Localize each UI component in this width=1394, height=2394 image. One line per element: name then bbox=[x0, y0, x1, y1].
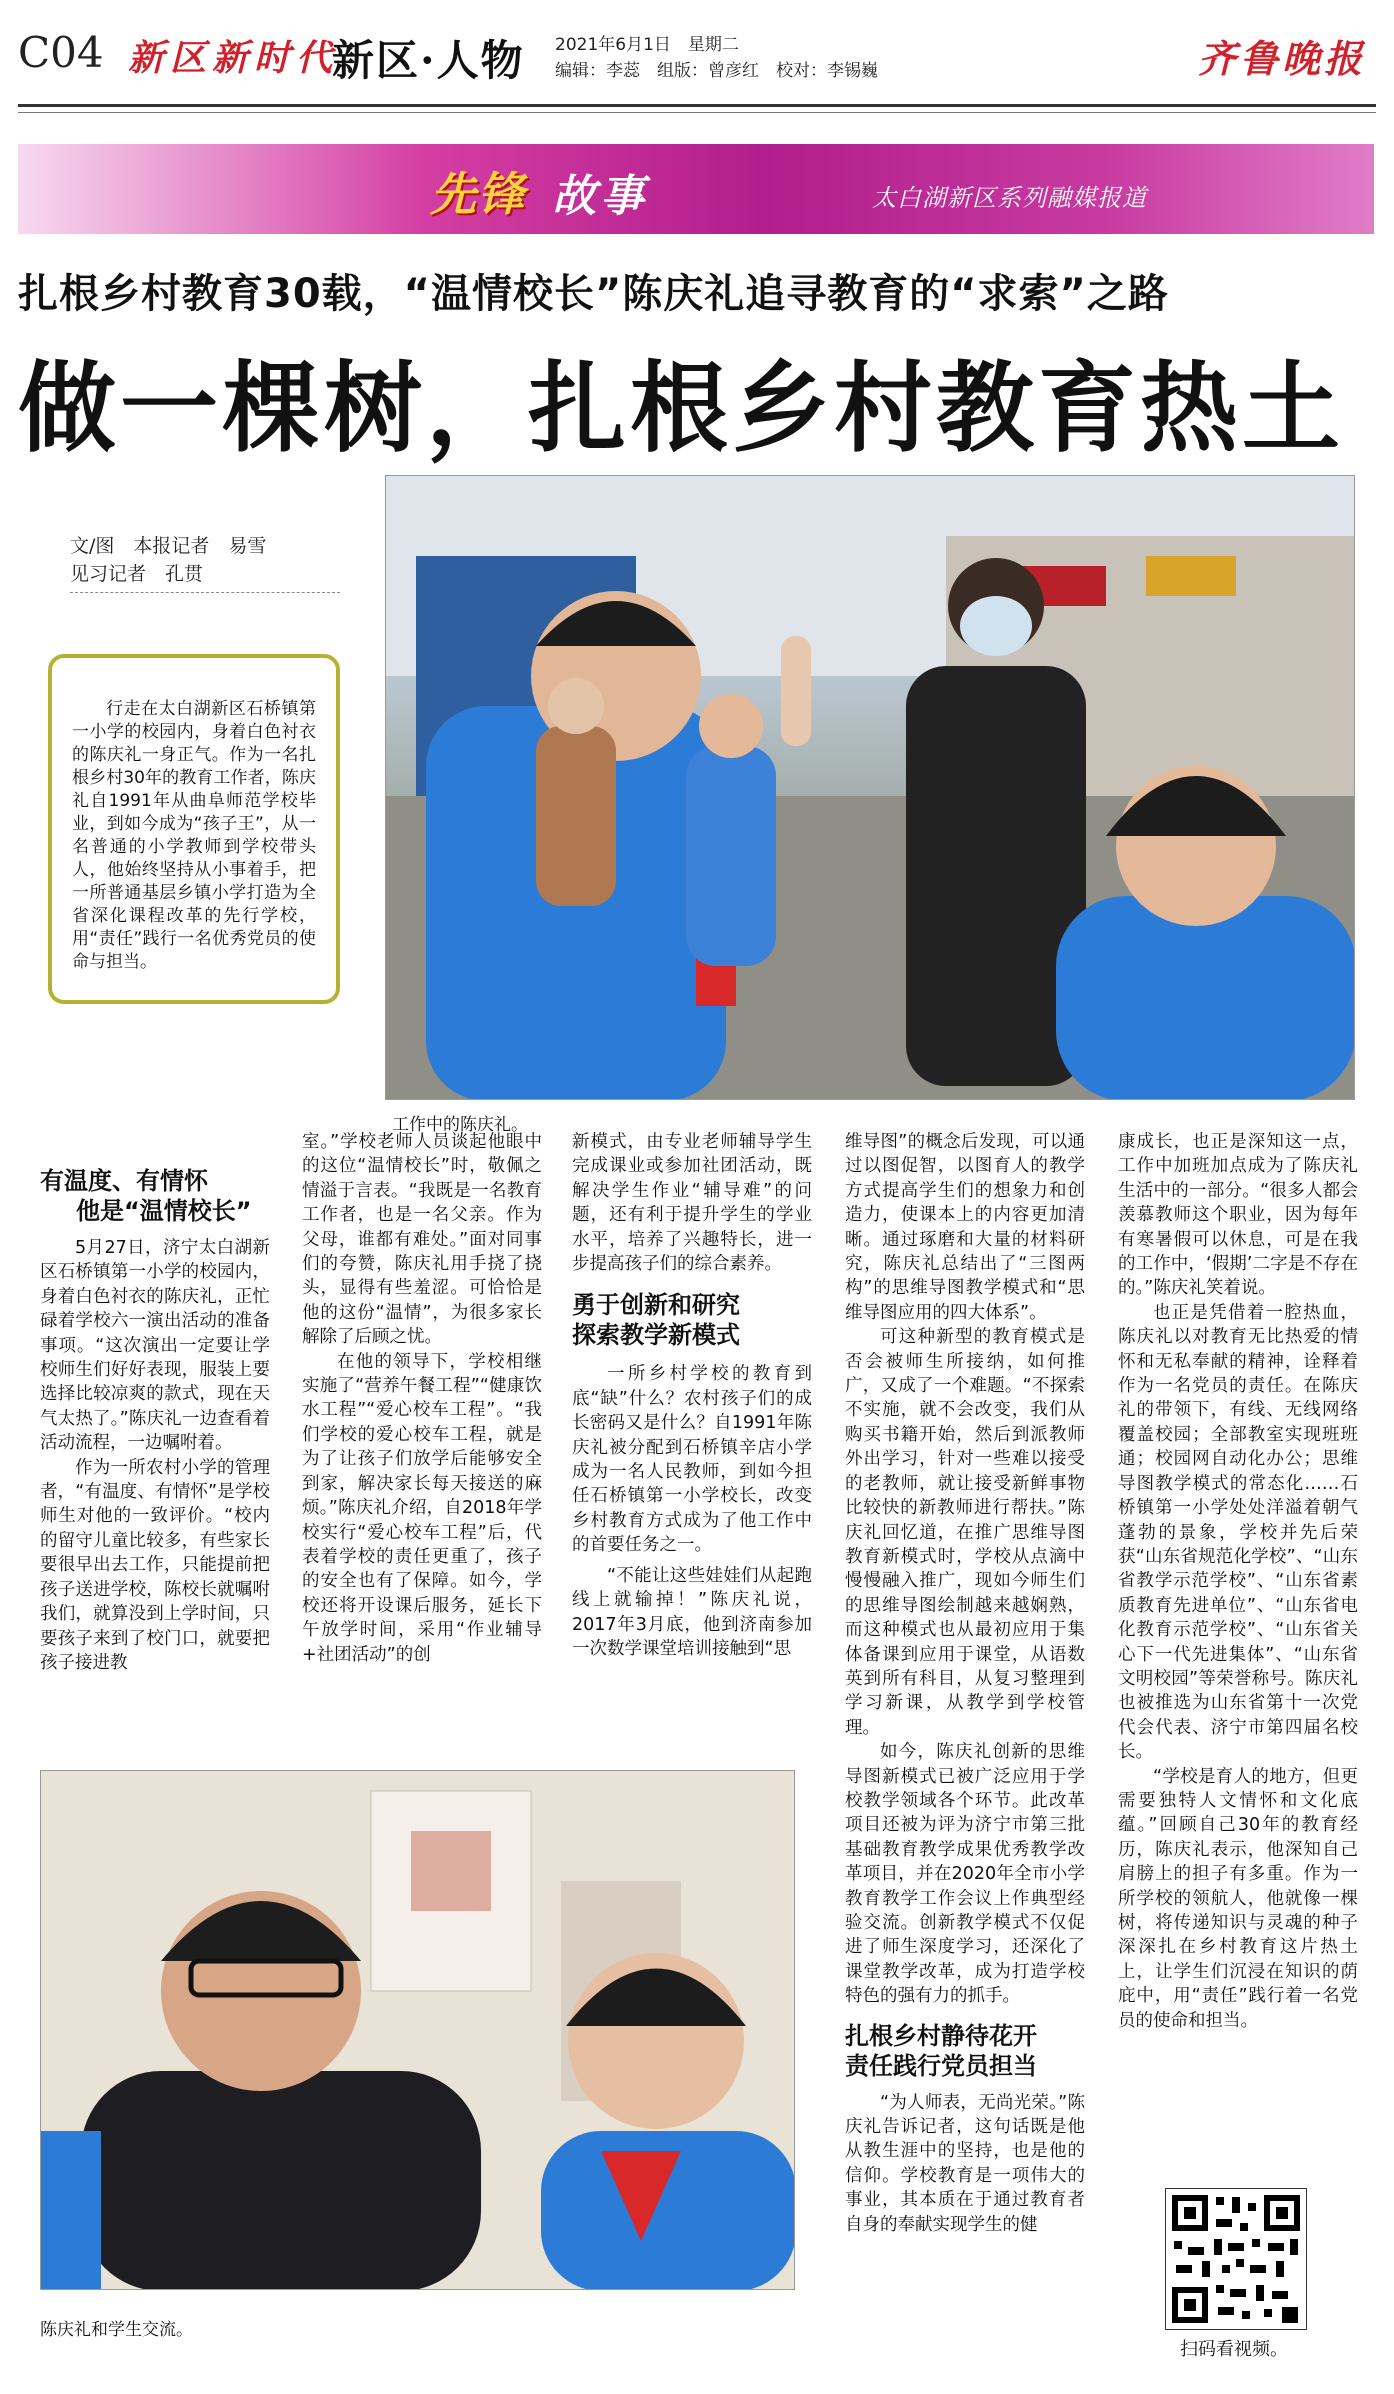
paragraph: 在他的领导下，学校相继实施了“营养午餐工程”“健康饮水工程”“爱心校车工程”。“我们学校的爱心校车工程，就是为了让孩子们放学后能够安全到家，解决家长每天接送的麻烦。”陈庆礼介绍，自2018年学校实行“爱心校车工程”后，代表着学校的责任更重了，孩子的安全也有了保障。如今，学校还将开设课后服务，延长下午放学时间，采用“作业辅导+社团活动”的创 bbox=[302, 1351, 542, 1665]
paragraph: 如今，陈庆礼创新的思维导图新模式已被广泛应用于学校教学领域各个环节。此改革项目还被为评为济宁市第三批基础教育教学成果优秀教学改革项目，并在2020年全市小学教育教学工作会议上作典型经验交流。创新教学模式不仅促进了师生深度学习，还深化了课堂教学改革，成为打造学校特色的强有力的抓手。 bbox=[845, 1742, 1085, 2007]
paragraph: 康成长，也正是深知这一点，工作中加班加点成为了陈庆礼生活中的一部分。“很多人都会羡慕教师这个职业，因为每年有寒暑假可以休息，可是在我的工作中，‘假期’二字是不存在的。”陈庆礼笑着说。 bbox=[1118, 1132, 1358, 1299]
qr-code-icon bbox=[1166, 2189, 1306, 2329]
paragraph: “不能让这些娃娃们从起跑线上就输掉！”陈庆礼说，2017年3月底，他到济南参加一次数学课堂培训接触到“思 bbox=[572, 1565, 812, 1659]
series-banner bbox=[18, 144, 1374, 234]
article-column-2 bbox=[302, 1130, 542, 1667]
section2-title-line2: 探索教学新模式 bbox=[572, 1321, 740, 1350]
newspaper-brand-logo: 齐鲁晚报 bbox=[1197, 36, 1366, 81]
qr-code[interactable] bbox=[1165, 2188, 1307, 2330]
section1-title-line1: 有温度、有情怀 bbox=[40, 1167, 208, 1195]
paragraph: 室。”学校老师人员谈起他眼中的这位“温情校长”时，敬佩之情溢于言表。“我既是一名教育工作者，也是一名父亲。作为父母，谁都有难处。”面对同事们的夸赞，陈庆礼用手挠了挠头，显得有些羞涩。可恰恰是他的这份“温情”，为很多家长解除了后顾之忧。 bbox=[302, 1132, 542, 1348]
paragraph: 维导图”的概念后发现，可以通过以图促智，以图育人的教学方式提高学生们的想象力和创造力，使课本上的内容更加清晰。通过琢磨和大量的材料研究，陈庆礼总结出了“三图两构”的思维导图教学模式和“思维导图应用的四大体系”。 bbox=[845, 1132, 1085, 1323]
section3-title-line2: 责任践行党员担当 bbox=[845, 2051, 1037, 2080]
summary-text: 行走在太白湖新区石桥镇第一小学的校园内，身着白色衬衣的陈庆礼一身正气。作为一名扎根乡村30年的教育工作者，陈庆礼自1991年从曲阜师范学校毕业，到如今成为“孩子王”，从一名普通的小学教师到学校带头人，他始终坚持从小事着手，把一所普通基层乡镇小学打造为全省深化课程改革的先行学校，用“责任”践行一名优秀党员的使命与担当。 bbox=[72, 699, 316, 972]
section3-title-line1: 扎根乡村静待花开 bbox=[845, 2021, 1037, 2050]
photo1-caption: 工作中的陈庆礼。 bbox=[392, 1115, 528, 1135]
masthead-rule-thin bbox=[18, 112, 1376, 113]
paper-name-logo: 新区新时代 bbox=[128, 37, 339, 79]
banner-logo-pioneer: 先锋 bbox=[430, 167, 526, 221]
qr-caption: 扫码看视频。 bbox=[1180, 2339, 1288, 2360]
editorial-staff: 编辑：李蕊 组版：曾彦红 校对：李锡巍 bbox=[555, 61, 878, 81]
article-headline: 做一棵树，扎根乡村教育热土 bbox=[18, 352, 1345, 466]
photo-principal-at-work-illustration bbox=[386, 476, 1355, 1100]
byline-line-2: 见习记者 孔贯 bbox=[70, 563, 204, 585]
photo-principal-at-work bbox=[385, 475, 1355, 1100]
section2-title-line1: 勇于创新和研究 bbox=[572, 1291, 740, 1320]
article-subheadline: 扎根乡村教育30载，“温情校长”陈庆礼追寻教育的“求索”之路 bbox=[18, 271, 1169, 317]
photo2-caption: 陈庆礼和学生交流。 bbox=[40, 2320, 193, 2340]
article-column-1 bbox=[40, 1166, 270, 1675]
section1-title-line2: 他是“温情校长” bbox=[76, 1197, 252, 1225]
page-number: C04 bbox=[18, 28, 104, 77]
summary-box bbox=[48, 654, 340, 1004]
paragraph: “为人师表，无尚光荣。”陈庆礼告诉记者，这句话既是他从教生涯中的坚持，也是他的信仰。学校教育是一项伟大的事业，其本质在于通过教育者自身的奉献实现学生的健 bbox=[845, 2092, 1085, 2235]
paragraph: 可这种新型的教育模式是否会被师生所接纳，如何推广，又成了一个难题。“不探索不实施，就不会改变，我们从购买书籍开始，然后到派教师外出学习，针对一些难以接受的老教师，就让接受新鲜事物比较快的新教师进行帮扶。”陈庆礼回忆道，在推广思维导图教育新模式时，学校从点滴中慢慢融入推广，现如今师生们的思维导图绘制越来越娴熟，而这种模式也从最初应用于集体备课到应用于课堂，从语数英到所有科目，从复习整理到学习新课，从教学到学校管理。 bbox=[845, 1327, 1085, 1738]
banner-logo-story: 故事 bbox=[552, 171, 648, 222]
paragraph: 一所乡村学校的教育到底“缺”什么？农村孩子们的成长密码又是什么？自1991年陈庆礼被分配到石桥镇辛店小学成为一名人民教师，到如今担任石桥镇第一小学校长，改变乡村教育方式成为了他工作中的首要任务之一。 bbox=[572, 1364, 812, 1556]
paragraph: “学校是育人的地方，但更需要独特人文情怀和文化底蕴。”回顾自己30年的教育经历，陈庆礼表示，他深知自己肩膀上的担子有多重。作为一所学校的领航人，他就像一棵树，将传递知识与灵魂的种子深深扎在乡村教育这片热土上，让学生们沉浸在知识的荫庇中，用“责任”践行着一名党员的使命和担当。 bbox=[1118, 1766, 1358, 2031]
paragraph: 5月27日，济宁太白湖新区石桥镇第一小学的校园内，身着白色衬衣的陈庆礼，正忙碌着学校六一演出活动的准备事项。“这次演出一定要让学校师生们好好表现，服装上要选择比较凉爽的款式，现在天气太热了。”陈庆礼一边查看着活动流程，一边嘱咐着。 bbox=[40, 1238, 270, 1454]
byline-divider bbox=[70, 592, 340, 594]
byline-line-1: 文/图 本报记者 易雪 bbox=[70, 535, 267, 557]
banner-series-name: 太白湖新区系列融媒报道 bbox=[872, 184, 1147, 212]
article-column-5 bbox=[1118, 1130, 1358, 2033]
masthead-rule bbox=[18, 104, 1376, 107]
issue-date: 2021年6月1日 星期二 bbox=[555, 35, 739, 55]
article-column-3 bbox=[572, 1130, 812, 1661]
photo-principal-with-student bbox=[40, 1770, 795, 2290]
paragraph: 作为一所农村小学的管理者，“有温度、有情怀”是学校师生对他的一致评价。“校内的留守儿童比较多，有些家长要很早出去工作，只能提前把孩子送进学校，陈校长就嘱咐我们，就算没到上学时间，只要孩子来到了校门口，就要把孩子接进教 bbox=[40, 1457, 270, 1673]
section-title: 新区·人物 bbox=[332, 36, 525, 85]
paragraph: 新模式，由专业老师辅导学生完成课业或参加社团活动，既解决学生作业“辅导难”的问题，还有利于提升学生的学业水平，培养了兴趣特长，进一步提高孩子们的综合素养。 bbox=[572, 1132, 812, 1275]
photo-principal-with-student-illustration bbox=[41, 1771, 795, 2290]
byline bbox=[70, 532, 266, 588]
paragraph: 也正是凭借着一腔热血，陈庆礼以对教育无比热爱的情怀和无私奉献的精神，诠释着作为一名党员的责任。在陈庆礼的带领下，有线、无线网络覆盖校园；全部教室实现班班通；校园网自动化办公；思维导图教学模式的常态化……石桥镇第一小学处处洋溢着朝气蓬勃的景象，学校并先后荣获“山东省规范化学校”、“山东省教学示范学校”、“山东省素质教育先进单位”、“山东省电化教育示范学校”、“山东省关心下一代先进集体”、“山东省文明校园”等荣誉称号。陈庆礼也被推选为山东省第十一次党代会代表、济宁市第四届名校长。 bbox=[1118, 1302, 1358, 1763]
article-column-4 bbox=[845, 1130, 1085, 2237]
